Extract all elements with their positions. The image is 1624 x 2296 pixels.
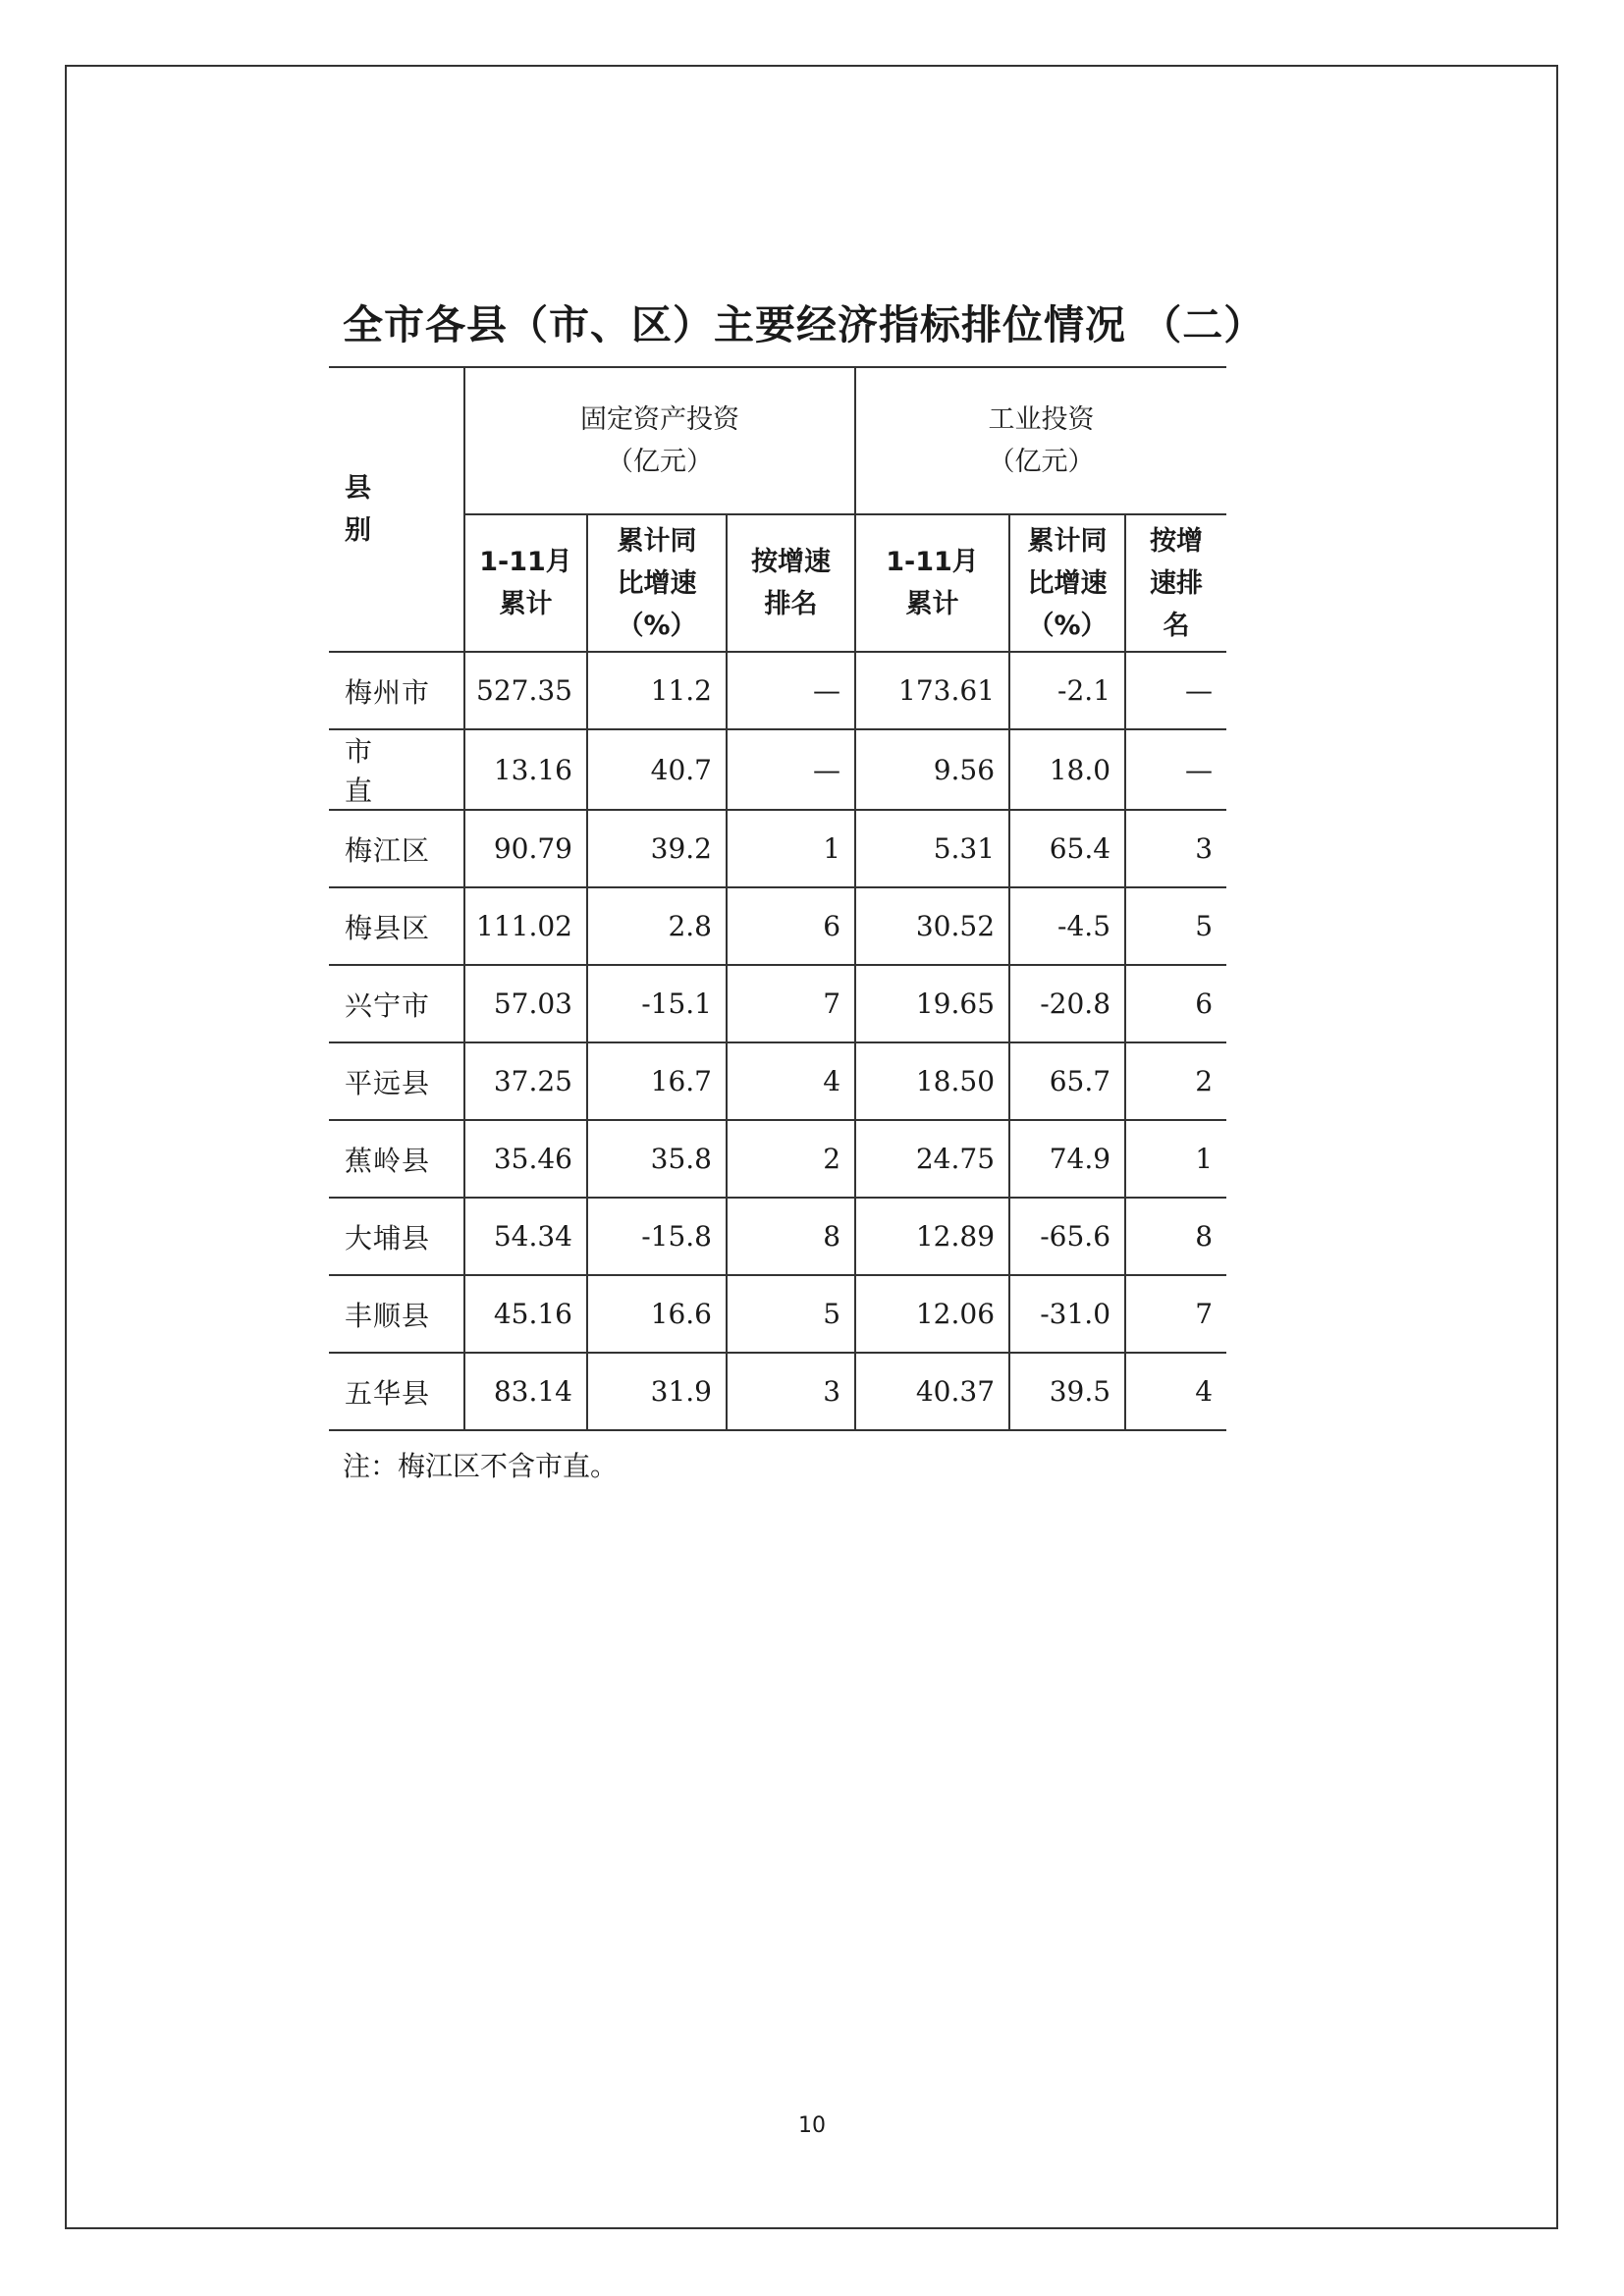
- industrial-cumulative-value: 173.61: [855, 652, 1009, 729]
- table-row: [329, 1275, 1226, 1353]
- fixed-cumulative-value: 527.35: [464, 652, 587, 729]
- fixed-cumulative-value: 35.46: [464, 1120, 587, 1198]
- industrial-growth-header: 累计同 比增速 （%）: [1009, 514, 1125, 652]
- region-name: 平远县: [329, 1042, 464, 1120]
- fixed-rank-value: 2: [727, 1120, 855, 1198]
- industrial-rank-header: 按增 速排 名: [1125, 514, 1226, 652]
- fixed-asset-group-name: 固定资产投资: [580, 404, 740, 435]
- industrial-growth-value: -31.0: [1009, 1275, 1125, 1353]
- fixed-growth-header: 累计同 比增速 （%）: [587, 514, 727, 652]
- region-name: 市 直: [329, 729, 464, 810]
- table-note: 注：梅江区不含市直。: [343, 1450, 619, 1482]
- industrial-cumulative-value: 40.37: [855, 1353, 1009, 1430]
- table-row: [329, 729, 1226, 810]
- industrial-growth-value: -65.6: [1009, 1198, 1125, 1275]
- fixed-cumulative-value: 83.14: [464, 1353, 587, 1430]
- fixed-cumulative-value: 45.16: [464, 1275, 587, 1353]
- table-row: [329, 1353, 1226, 1430]
- fixed-cumulative-value: 13.16: [464, 729, 587, 810]
- fixed-growth-value: 35.8: [587, 1120, 727, 1198]
- industrial-rank-value: 6: [1125, 965, 1226, 1042]
- industrial-cumulative-value: 5.31: [855, 810, 1009, 887]
- table-row: [329, 810, 1226, 887]
- table-row: [329, 965, 1226, 1042]
- fixed-rank-value: 6: [727, 887, 855, 965]
- industrial-rank-value: 5: [1125, 887, 1226, 965]
- region-name: 梅州市: [329, 652, 464, 729]
- fixed-growth-value: 31.9: [587, 1353, 727, 1430]
- industrial-rank-value: 1: [1125, 1120, 1226, 1198]
- table-row: [329, 887, 1226, 965]
- fixed-growth-value: 40.7: [587, 729, 727, 810]
- fixed-growth-value: 16.7: [587, 1042, 727, 1120]
- industrial-growth-value: 39.5: [1009, 1353, 1125, 1430]
- region-name: 蕉岭县: [329, 1120, 464, 1198]
- fixed-rank-value: —: [727, 652, 855, 729]
- region-name: 兴宁市: [329, 965, 464, 1042]
- table-row: [329, 1120, 1226, 1198]
- industrial-growth-value: 18.0: [1009, 729, 1125, 810]
- fixed-growth-value: -15.8: [587, 1198, 727, 1275]
- fixed-rank-value: 3: [727, 1353, 855, 1430]
- fixed-cumulative-header: 1-11月 累计: [464, 514, 587, 652]
- region-name: 丰顺县: [329, 1275, 464, 1353]
- fixed-growth-value: 11.2: [587, 652, 727, 729]
- region-column-header: 县 别: [329, 367, 464, 652]
- table-title: 全市各县（市、区）主要经济指标排位情况 （二）: [343, 301, 1266, 348]
- industrial-rank-value: 4: [1125, 1353, 1226, 1430]
- indicator-table: [329, 366, 1226, 1431]
- page-number: 10: [798, 2113, 826, 2138]
- fixed-asset-group-header: [464, 367, 855, 514]
- table-row: [329, 1042, 1226, 1120]
- fixed-cumulative-value: 111.02: [464, 887, 587, 965]
- region-name: 大埔县: [329, 1198, 464, 1275]
- fixed-asset-group-unit: （亿元）: [607, 447, 714, 477]
- fixed-rank-value: 5: [727, 1275, 855, 1353]
- fixed-cumulative-value: 90.79: [464, 810, 587, 887]
- fixed-rank-value: 1: [727, 810, 855, 887]
- industrial-rank-value: 8: [1125, 1198, 1226, 1275]
- industrial-cumulative-value: 24.75: [855, 1120, 1009, 1198]
- industrial-growth-value: 65.7: [1009, 1042, 1125, 1120]
- industrial-growth-value: -4.5: [1009, 887, 1125, 965]
- industrial-cumulative-value: 9.56: [855, 729, 1009, 810]
- fixed-rank-value: —: [727, 729, 855, 810]
- fixed-rank-value: 7: [727, 965, 855, 1042]
- industrial-growth-value: 65.4: [1009, 810, 1125, 887]
- industrial-cumulative-value: 30.52: [855, 887, 1009, 965]
- fixed-rank-value: 8: [727, 1198, 855, 1275]
- industrial-rank-value: 7: [1125, 1275, 1226, 1353]
- table-row: [329, 652, 1226, 729]
- industrial-rank-value: 3: [1125, 810, 1226, 887]
- fixed-rank-value: 4: [727, 1042, 855, 1120]
- table-row: [329, 1198, 1226, 1275]
- industrial-cumulative-value: 19.65: [855, 965, 1009, 1042]
- fixed-growth-value: -15.1: [587, 965, 727, 1042]
- industrial-group-name: 工业投资: [988, 404, 1095, 435]
- industrial-rank-value: —: [1125, 729, 1226, 810]
- fixed-growth-value: 16.6: [587, 1275, 727, 1353]
- industrial-cumulative-header: 1-11月 累计: [855, 514, 1009, 652]
- industrial-rank-value: 2: [1125, 1042, 1226, 1120]
- industrial-growth-value: 74.9: [1009, 1120, 1125, 1198]
- region-name: 五华县: [329, 1353, 464, 1430]
- fixed-growth-value: 39.2: [587, 810, 727, 887]
- fixed-cumulative-value: 57.03: [464, 965, 587, 1042]
- industrial-rank-value: —: [1125, 652, 1226, 729]
- fixed-growth-value: 2.8: [587, 887, 727, 965]
- industrial-growth-value: -2.1: [1009, 652, 1125, 729]
- industrial-group-header: [855, 367, 1226, 514]
- industrial-growth-value: -20.8: [1009, 965, 1125, 1042]
- region-name: 梅江区: [329, 810, 464, 887]
- fixed-cumulative-value: 54.34: [464, 1198, 587, 1275]
- region-name: 梅县区: [329, 887, 464, 965]
- industrial-cumulative-value: 12.06: [855, 1275, 1009, 1353]
- industrial-group-unit: （亿元）: [988, 447, 1095, 477]
- fixed-cumulative-value: 37.25: [464, 1042, 587, 1120]
- fixed-rank-header: 按增速 排名: [727, 514, 855, 652]
- industrial-cumulative-value: 18.50: [855, 1042, 1009, 1120]
- industrial-cumulative-value: 12.89: [855, 1198, 1009, 1275]
